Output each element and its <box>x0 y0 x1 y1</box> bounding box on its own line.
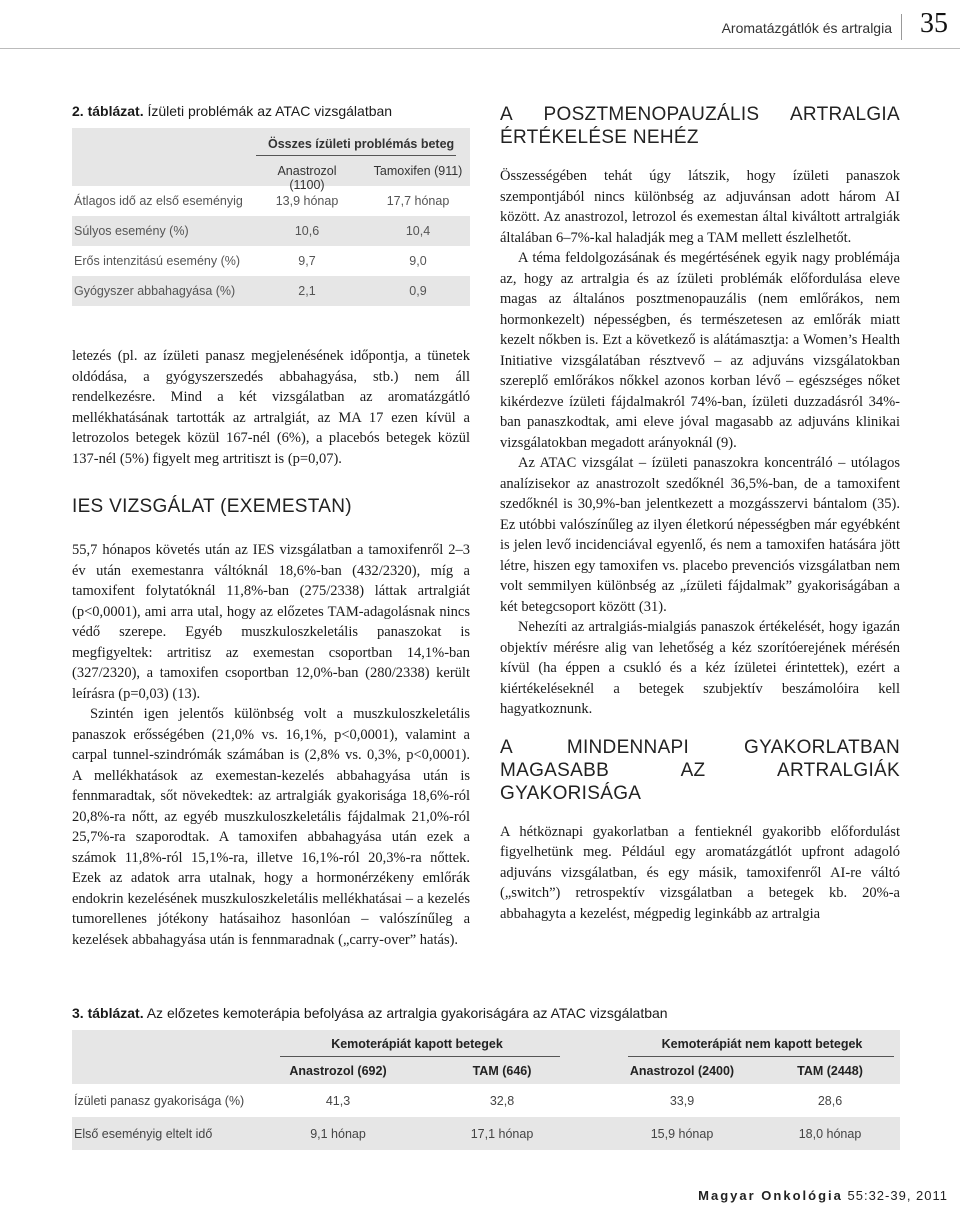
table3-group-header-row <box>72 1030 900 1057</box>
body-paragraph: letezés (pl. az ízületi panasz megjelenésének időpontja, a tünetek oldódása, a gyógyszerszedés abbahagyása, stb.) nem áll rendelkezésre. Mind a két vizsgálatban az aromatázgátló mellékhatásának tartották az artralgiát, az MA 17 ezen kívül a letrozolos betegek közül 167-nél (6%), a placebós betegek közül 137-nél (5%) figyelt meg artritiszt is (p=0,07). <box>72 348 470 467</box>
table3-cell: 33,9 <box>669 1094 695 1108</box>
running-title: Aromatázgátlók és artralgia <box>721 20 892 36</box>
table2-row-label: Erős intenzitású esemény (%) <box>74 254 241 268</box>
left-column <box>72 346 470 950</box>
table3-cell: 17,1 hónap <box>470 1127 534 1141</box>
table3-group2-header: Kemoterápiát nem kapott betegek <box>661 1037 863 1051</box>
table-row <box>72 246 470 276</box>
table2-row-label: Súlyos esemény (%) <box>74 224 189 238</box>
running-header <box>0 0 960 54</box>
table2-row-label: Gyógyszer abbahagyása (%) <box>74 284 236 298</box>
table3-cell: 32,8 <box>489 1094 515 1108</box>
body-paragraph: A hétköznapi gyakorlatban a fentieknél gyakoribb előfordulást figyelhetünk meg. Például egy aromatázgátlót upfront adagoló adjuváns vizsgálatban, és egy másik, tamoxifenről AI-re váltó („switch”) retrospektív vizsgálatban a betegek kb. 20%-a abbahagyta a kezelést, mégpedig leginkább az artralgia <box>500 823 900 922</box>
journal-name: Magyar Onkológia <box>698 1188 843 1203</box>
table3-column-header-row <box>72 1057 900 1084</box>
table-row <box>72 1084 900 1117</box>
table2-title: Ízületi problémák az ATAC vizsgálatban <box>147 103 393 119</box>
table-row <box>72 276 470 306</box>
table-row <box>72 216 470 246</box>
table3-col-header: TAM (2448) <box>797 1064 863 1078</box>
table2-col1-header: Anastrozol (1100) <box>277 164 337 192</box>
table3-title: Az előzetes kemoterápia befolyása az artralgia gyakoriságára az ATAC vizsgálatban <box>146 1005 668 1021</box>
table3-col-header: TAM (646) <box>472 1064 532 1078</box>
table3-row-label: Első eseményig eltelt idő <box>74 1127 213 1141</box>
body-paragraph: Összességében tehát úgy látszik, hogy ízületi panaszok szempontjából nincs különbség az adjuvánsan adott három AI között. Az anastrozol, letrozol és exemestan által kiváltott artralgiák általában 6–7%-kal haladják meg a TAM mellett észlelhetőt. <box>500 168 900 246</box>
header-divider <box>901 14 902 40</box>
table3-caption <box>72 1005 668 1021</box>
table2-cell: 9,7 <box>298 254 316 268</box>
table3-cell: 9,1 hónap <box>310 1127 366 1141</box>
table3-group1-header: Kemoterápiát kapott betegek <box>331 1037 503 1051</box>
table2-column-header-row <box>72 156 470 192</box>
body-paragraph: Az ATAC vizsgálat – ízületi panaszokra koncentráló – utólagos analízisekor az anastrozolt szedőknél 36,5%-ban, de a tamoxifent szedőknél is 30,9%-ban jelentkezett a mozgásszervi bántalom (35). Ez utóbbi valószínűleg az ilyen életkorú népességben már egyébként is jelen levő incidenciával egyenlő, és nem a tamoxifen hatására jött létre, hiszen egy tamoxifen vs. placebo prevenciós vizsgálatban nem volt semmilyen különbség az „ízületi fájdalmak” gyakoriságában a két betegcsoport között (31). <box>500 455 900 615</box>
table2-col2-header: Tamoxifen (911) <box>373 164 463 178</box>
table3 <box>72 1030 900 1150</box>
table3-cell: 28,6 <box>817 1094 843 1108</box>
table-row <box>72 1117 900 1150</box>
table3-label: 3. táblázat. <box>72 1005 144 1021</box>
table2-cell: 13,9 hónap <box>275 194 339 208</box>
table2-caption <box>72 103 392 119</box>
table2-group-header-row <box>72 128 470 156</box>
table3-cell: 15,9 hónap <box>650 1127 714 1141</box>
table2-cell: 9,0 <box>409 254 427 268</box>
table3-row-label: Ízületi panasz gyakorisága (%) <box>74 1094 245 1108</box>
table3-cell: 18,0 hónap <box>798 1127 862 1141</box>
journal-footer <box>698 1188 948 1203</box>
table2-cell: 10,6 <box>294 224 320 238</box>
body-paragraph: A téma feldolgozásának és megértésének egyik nagy problémája az, hogy az artralgia és az ízületi problémák előfordulása eleve magas az általános posztmenopauzális (nem emlőrákos, nem hormonkezelt) népességben, és természetesen az emlőrák miatt kezelt nőkben is. Ezt a következő is alátámasztja: a Women’s Health Initiative vizsgálatában résztvevő – az adjuváns vizsgálatokban szereplő emlőrákos nőkkel azonos korban lévő – egészséges nőket kikérdezve ízületi fájdalmakról 74%-ban, ízületi duzzadásról 34%-ban panaszkodtak, ami eleve jóval magasabb az adjuváns klinikai vizsgálatokban megadott arányoknál (9). <box>500 250 900 451</box>
table2-cell: 0,9 <box>409 284 427 298</box>
table3-col-header: Anastrozol (692) <box>289 1064 387 1078</box>
table2-group-header: Összes ízületi problémás beteg <box>268 137 455 151</box>
table3-cell: 41,3 <box>325 1094 351 1108</box>
table2-cell: 10,4 <box>405 224 431 238</box>
section-heading-evaluation: A POSZTMENOPAUZÁLIS ARTRALGIA ÉRTÉKELÉSE NEHÉZ <box>500 104 900 148</box>
table2-label: 2. táblázat. <box>72 103 144 119</box>
table2-cell: 17,7 hónap <box>386 194 450 208</box>
table3-col-header: Anastrozol (2400) <box>629 1064 735 1078</box>
page-number: 35 <box>920 8 948 39</box>
table2 <box>72 128 470 306</box>
body-paragraph: Nehezíti az artralgiás-mialgiás panaszok értékelését, hogy igazán objektív mérésre alig van lehetőség a kéz szorítóerejének mérésén kívül (ha éppen a csukló és a kéz ízületei érintettek), ezért a kiértékeléseknél a betegek szubjektív beszámolóira kell hagyatkoznunk. <box>500 619 900 717</box>
table2-row-label: Átlagos idő az első eseményig <box>74 194 243 208</box>
table2-cell: 2,1 <box>298 284 316 298</box>
body-paragraph: Szintén igen jelentős különbség volt a muszkuloszkeletális panaszok erősségében (21,0% vs. 16,1%, p<0,0001), valamint a carpal tunnel-szindrómák számában is (2,8% vs. 0,3%, p<0,0001). A mellékhatások az exemestan-kezelés abbahagyása után is fennmaradtak, sőt növekedtek: az artralgiák gyakorisága 18,6%-ról 20,8%-ra nőtt, az egyéb muszkuloszkeletális fájdalmak 21,0%-ról 25,7%-ra szaporodtak. A tamoxifen abbahagyása után ezek a számok 11,8%-ról 15,1%-ra, illetve 16,1%-ról 20,3%-ra nőttek. Ezek az adatok arra utalnak, hogy a hormonérzékeny emlőrák endokrin kezelésének muszkuloszkeletális mellékhatásai – a kezelés tumorellenes jótékony hatásaihoz hasonlóan – valószínűleg a kezelések abbahagyása után is fennmaradnak („carry-over” hatás). <box>72 706 470 948</box>
header-rule <box>0 48 960 49</box>
table-row <box>72 186 470 216</box>
right-column <box>500 103 900 924</box>
journal-citation: 55:32-39, 2011 <box>847 1188 948 1203</box>
section-heading-practice: A MINDENNAPI GYAKORLATBAN MAGASABB AZ ARTRALGIÁK GYAKORISÁGA <box>500 736 900 804</box>
body-paragraph: 55,7 hónapos követés után az IES vizsgálatban a tamoxifenről 2–3 év után exemestanra váltóknál 18,6%-ban (432/2320), míg a tamoxifent folytatóknál 11,8%-ban (275/2338) láttak artralgiát (p<0,0001), ami arra utal, hogy az előzetes TAM-adagolásnak nincs védő szerepe. Egyéb muszkuloszkeletális panaszokat is megfigyeltek: artritisz az exemestan csoportban 14,1%-ban (327/2320), a tamoxifen csoportban 12,0%-ban (280/2338) került leírásra (p=0,03) (13). <box>72 542 470 702</box>
section-heading-ies: IES VIZSGÁLAT (EXEMESTAN) <box>72 496 352 517</box>
